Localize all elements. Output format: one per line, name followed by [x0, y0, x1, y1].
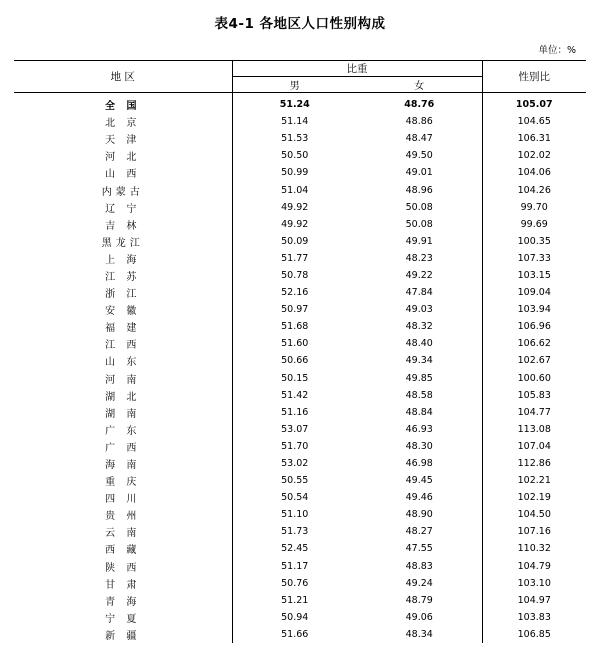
- cell-region: 河 北: [14, 147, 232, 164]
- table-row: [14, 181, 586, 198]
- cell-female-share: 48.83: [357, 558, 482, 575]
- table-row: [14, 523, 586, 540]
- cell-female-share: 49.06: [357, 609, 482, 626]
- cell-sex-ratio: 104.06: [517, 167, 551, 179]
- table-row: [14, 301, 586, 318]
- cell-male-share: 50.76: [281, 577, 309, 589]
- table-row: [14, 233, 586, 250]
- table-row: [14, 147, 586, 164]
- cell-female-share: 49.22: [357, 267, 482, 284]
- table-row: [14, 250, 586, 267]
- population-sex-composition-table: [14, 60, 586, 643]
- cell-region: 贵 州: [14, 506, 232, 523]
- cell-male-share: 50.15: [281, 372, 309, 384]
- cell-region: 吉 林: [14, 216, 232, 233]
- cell-region: 山 西: [14, 164, 232, 181]
- cell-female-share: 48.86: [357, 113, 482, 130]
- cell-male-share: 51.24: [279, 99, 310, 111]
- cell-sex-ratio: 103.83: [517, 611, 551, 623]
- cell-female-share: 48.96: [357, 181, 482, 198]
- table-row: [14, 558, 586, 575]
- table-row: [14, 592, 586, 609]
- cell-region: 全 国: [14, 96, 232, 113]
- cell-female-share: 48.47: [357, 130, 482, 147]
- cell-male-share: 52.16: [281, 287, 309, 299]
- table-row: [14, 164, 586, 181]
- table-top-rule: [14, 61, 586, 77]
- cell-region: 上 海: [14, 250, 232, 267]
- cell-region: 海 南: [14, 455, 232, 472]
- table-row: [14, 352, 586, 369]
- table-row: [14, 370, 586, 387]
- table-row: [14, 404, 586, 421]
- cell-female-share: 49.50: [357, 147, 482, 164]
- cell-sex-ratio: 107.16: [517, 526, 551, 538]
- cell-male-share: 49.92: [281, 201, 309, 213]
- cell-region: 江 西: [14, 335, 232, 352]
- cell-male-share: 50.94: [281, 611, 309, 623]
- cell-sex-ratio: 104.65: [517, 116, 551, 128]
- cell-female-share: 47.84: [357, 284, 482, 301]
- cell-male-share: 50.54: [281, 492, 309, 504]
- cell-sex-ratio: 104.77: [517, 406, 551, 418]
- cell-sex-ratio: 104.79: [517, 560, 551, 572]
- header-region: 地 区: [14, 61, 232, 93]
- cell-region: 广 西: [14, 438, 232, 455]
- cell-female-share: 49.03: [357, 301, 482, 318]
- cell-female-share: 48.30: [357, 438, 482, 455]
- cell-female-share: 50.08: [357, 199, 482, 216]
- cell-female-share: 48.79: [357, 592, 482, 609]
- cell-sex-ratio: 104.26: [517, 184, 551, 196]
- cell-male-share: 51.77: [281, 252, 309, 264]
- cell-male-share: 51.73: [281, 526, 309, 538]
- cell-region: 黑龙江: [14, 233, 232, 250]
- cell-male-share: 50.97: [281, 304, 309, 316]
- cell-female-share: 48.58: [357, 387, 482, 404]
- table-row: [14, 199, 586, 216]
- cell-region: 福 建: [14, 318, 232, 335]
- table-row: [14, 626, 586, 643]
- cell-female-share: 50.08: [357, 216, 482, 233]
- cell-sex-ratio: 106.31: [517, 133, 551, 145]
- table-row: [14, 455, 586, 472]
- cell-female-share: 49.45: [357, 472, 482, 489]
- cell-sex-ratio: 112.86: [517, 458, 551, 470]
- cell-sex-ratio: 99.69: [520, 218, 548, 230]
- cell-sex-ratio: 100.35: [517, 235, 551, 247]
- cell-sex-ratio: 102.02: [517, 150, 551, 162]
- table-row: [14, 335, 586, 352]
- cell-region: 重 庆: [14, 472, 232, 489]
- cell-sex-ratio: 109.04: [517, 287, 551, 299]
- cell-sex-ratio: 107.33: [517, 252, 551, 264]
- cell-region: 青 海: [14, 592, 232, 609]
- cell-female-share: 47.55: [357, 540, 482, 557]
- cell-region: 广 东: [14, 421, 232, 438]
- cell-region: 陕 西: [14, 558, 232, 575]
- cell-female-share: 48.84: [357, 404, 482, 421]
- cell-sex-ratio: 99.70: [520, 201, 548, 213]
- header-sex-ratio: 性别比: [482, 61, 586, 93]
- header-ratio-group: 比重: [232, 61, 482, 77]
- cell-sex-ratio: 103.94: [517, 304, 551, 316]
- table-row: [14, 387, 586, 404]
- header-male: 男: [289, 81, 300, 92]
- table-row: [14, 284, 586, 301]
- cell-male-share: 51.42: [281, 389, 309, 401]
- cell-sex-ratio: 100.60: [517, 372, 551, 384]
- cell-sex-ratio: 102.19: [517, 492, 551, 504]
- cell-female-share: 48.34: [357, 626, 482, 643]
- cell-female-share: 49.24: [357, 575, 482, 592]
- cell-male-share: 53.07: [281, 423, 309, 435]
- table-row: [14, 318, 586, 335]
- cell-region: 新 疆: [14, 626, 232, 643]
- cell-sex-ratio: 107.04: [517, 440, 551, 452]
- cell-sex-ratio: 104.97: [517, 594, 551, 606]
- table-row: [14, 130, 586, 147]
- table-row: [14, 609, 586, 626]
- cell-male-share: 51.14: [281, 116, 309, 128]
- cell-female-share: 49.91: [357, 233, 482, 250]
- cell-male-share: 51.70: [281, 440, 309, 452]
- cell-male-share: 50.50: [281, 150, 309, 162]
- cell-female-share: 48.32: [357, 318, 482, 335]
- cell-sex-ratio: 106.62: [517, 338, 551, 350]
- cell-male-share: 50.09: [281, 235, 309, 247]
- cell-region: 天 津: [14, 130, 232, 147]
- cell-male-share: 50.55: [281, 475, 309, 487]
- cell-region: 宁 夏: [14, 609, 232, 626]
- cell-region: 湖 北: [14, 387, 232, 404]
- cell-male-share: 51.10: [281, 509, 309, 521]
- cell-region: 浙 江: [14, 284, 232, 301]
- cell-sex-ratio: 102.21: [517, 475, 551, 487]
- cell-male-share: 52.45: [281, 543, 309, 555]
- cell-region: 辽 宁: [14, 199, 232, 216]
- cell-female-share: 49.34: [357, 352, 482, 369]
- cell-sex-ratio: 104.50: [517, 509, 551, 521]
- cell-male-share: 50.78: [281, 269, 309, 281]
- cell-female-share: 46.93: [357, 421, 482, 438]
- table-row: [14, 96, 586, 113]
- table-row: [14, 489, 586, 506]
- table-row: [14, 267, 586, 284]
- cell-male-share: 50.66: [281, 355, 309, 367]
- cell-region: 湖 南: [14, 404, 232, 421]
- cell-sex-ratio: 105.83: [517, 389, 551, 401]
- cell-female-share: 48.27: [357, 523, 482, 540]
- table-row: [14, 472, 586, 489]
- cell-male-share: 51.60: [281, 338, 309, 350]
- table-row: [14, 575, 586, 592]
- cell-region: 甘 肃: [14, 575, 232, 592]
- cell-region: 安 徽: [14, 301, 232, 318]
- cell-region: 内蒙古: [14, 181, 232, 198]
- table-row: [14, 438, 586, 455]
- cell-male-share: 53.02: [281, 458, 309, 470]
- cell-female-share: 48.90: [357, 506, 482, 523]
- table-row: [14, 113, 586, 130]
- cell-sex-ratio: 106.85: [517, 628, 551, 640]
- cell-sex-ratio: 105.07: [515, 99, 553, 111]
- table-row: [14, 421, 586, 438]
- cell-male-share: 49.92: [281, 218, 309, 230]
- cell-female-share: 48.23: [357, 250, 482, 267]
- cell-male-share: 51.53: [281, 133, 309, 145]
- header-female: 女: [357, 77, 482, 93]
- cell-region: 山 东: [14, 352, 232, 369]
- table-body: [14, 96, 586, 643]
- cell-male-share: 51.68: [281, 321, 309, 333]
- cell-female-share: 49.46: [357, 489, 482, 506]
- table-row: [14, 540, 586, 557]
- cell-female-share: 46.98: [357, 455, 482, 472]
- cell-male-share: 51.21: [281, 594, 309, 606]
- cell-female-share: 48.76: [357, 96, 482, 113]
- cell-male-share: 51.66: [281, 628, 309, 640]
- table-row: [14, 216, 586, 233]
- cell-region: 四 川: [14, 489, 232, 506]
- cell-sex-ratio: 103.10: [517, 577, 551, 589]
- cell-female-share: 48.40: [357, 335, 482, 352]
- cell-female-share: 49.85: [357, 370, 482, 387]
- cell-female-share: 49.01: [357, 164, 482, 181]
- cell-sex-ratio: 110.32: [517, 543, 551, 555]
- cell-region: 西 藏: [14, 540, 232, 557]
- cell-region: 江 苏: [14, 267, 232, 284]
- table-row: [14, 506, 586, 523]
- page-title: 表4-1 各地区人口性别构成: [214, 16, 386, 32]
- cell-male-share: 51.04: [281, 184, 309, 196]
- cell-male-share: 51.16: [281, 406, 309, 418]
- cell-sex-ratio: 102.67: [517, 355, 551, 367]
- cell-region: 云 南: [14, 523, 232, 540]
- cell-male-share: 50.99: [281, 167, 309, 179]
- cell-sex-ratio: 106.96: [517, 321, 551, 333]
- cell-region: 北 京: [14, 113, 232, 130]
- cell-region: 河 南: [14, 370, 232, 387]
- cell-sex-ratio: 103.15: [517, 269, 551, 281]
- unit-note: 单位：%: [538, 45, 576, 56]
- cell-male-share: 51.17: [281, 560, 309, 572]
- cell-sex-ratio: 113.08: [517, 423, 551, 435]
